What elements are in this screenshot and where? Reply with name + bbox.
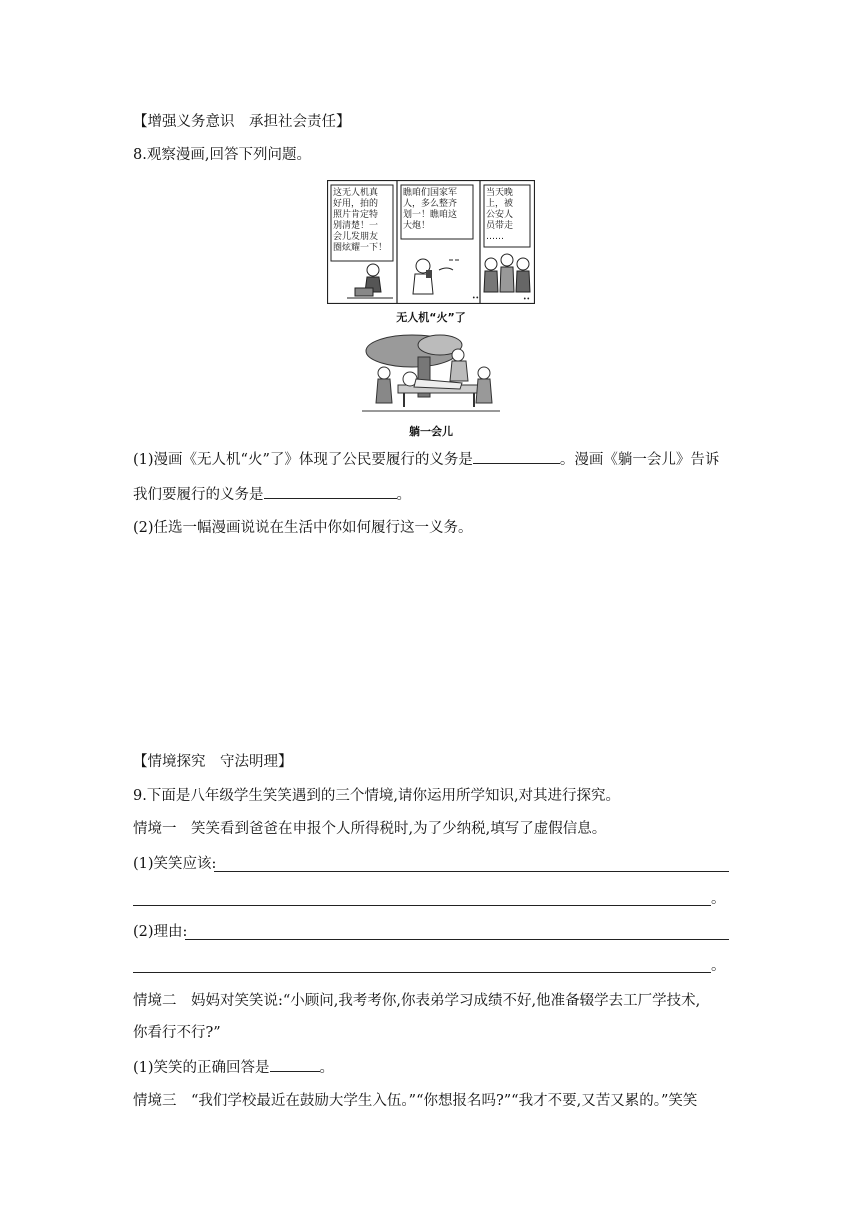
answer-blank-s2-q1[interactable] xyxy=(270,1057,320,1072)
bubble-panel-3: 当天晚 上，被 公安人 员带走 …… xyxy=(486,188,514,242)
answer-line-s1-q1-a[interactable] xyxy=(214,871,729,872)
question-8-2: (2)任选一幅漫画说说在生活中你如何履行这一义务。 xyxy=(133,520,473,536)
answer-blank-duty-2[interactable] xyxy=(264,484,397,499)
period-s1-q2: 。 xyxy=(711,958,726,974)
question-9-stem: 9.下面是八年级学生笑笑遇到的三个情境,请你运用所学知识,对其进行探究。 xyxy=(133,788,621,804)
question-8-stem: 8.观察漫画,回答下列问题。 xyxy=(133,147,311,163)
section-heading-duty: 【增强义务意识 承担社会责任】 xyxy=(133,114,351,130)
bubble-panel-1: 这无人机真 好用，拍的 照片肯定特 别清楚！一 会儿发朋友 圈炫耀一下！ xyxy=(333,188,388,253)
question-8-1-line-2: 我们要履行的义务是 。 xyxy=(133,484,411,505)
scenario-2-line-1: 情境二 妈妈对笑笑说:“小顾问,我考考你,你表弟学习成绩不好,他准备辍学去工厂学技术, xyxy=(133,993,701,1009)
question-8-1-line-1: (1)漫画《无人机“火”了》体现了公民要履行的义务是 。漫画《躺一会儿》告诉 xyxy=(133,449,719,470)
period-s1-q1: 。 xyxy=(711,891,726,907)
scenario-2-q1: (1)笑笑的正确回答是 。 xyxy=(133,1057,334,1078)
comic-drone-strip xyxy=(327,180,535,304)
scenario-1: 情境一 笑笑看到爸爸在申报个人所得税时,为了少纳税,填写了虚假信息。 xyxy=(133,821,607,837)
answer-line-s1-q2-b[interactable] xyxy=(133,972,711,973)
answer-line-s1-q2-a[interactable] xyxy=(185,939,729,940)
comic-bench xyxy=(362,333,500,415)
comic-bench-illustration xyxy=(362,333,500,415)
scenario-3: 情境三 “我们学校最近在鼓励大学生入伍。”“你想报名吗?”“我才不要,又苦又累的。”笑笑 xyxy=(133,1093,698,1109)
answer-line-s1-q1-b[interactable] xyxy=(133,905,711,906)
section-heading-law: 【情境探究 守法明理】 xyxy=(133,754,293,770)
scenario-1-q2-label: (2)理由: xyxy=(133,924,188,940)
svg-text:••: •• xyxy=(523,296,531,303)
svg-text:••: •• xyxy=(472,295,480,302)
scenario-1-q1-label: (1)笑笑应该: xyxy=(133,856,217,872)
bubble-panel-2: 瞧咱们国家军 人，多么整齐 划一！瞧咱这 大炮！ xyxy=(403,188,458,231)
comic-bench-caption: 躺一会儿 xyxy=(409,425,453,438)
comic-drone-caption: 无人机“火”了 xyxy=(396,311,466,324)
scenario-2-line-2: 你看行不行?” xyxy=(133,1025,221,1041)
answer-blank-duty-1[interactable] xyxy=(473,449,560,464)
